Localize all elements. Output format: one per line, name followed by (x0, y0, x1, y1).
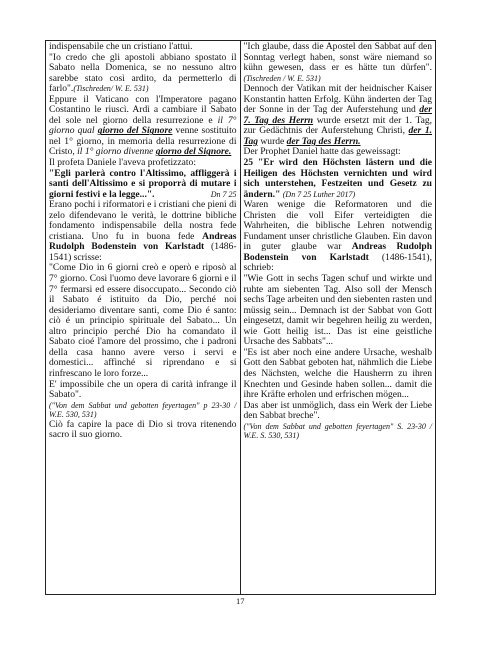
text-span: venne sostituito nel 1° giorno, in memoria della resurrezione di Cristo, (49, 125, 237, 158)
text-span: Eppure il Vaticano con l'Imperatore pagano Costantino le riuscì. Ardì a cambiare il Sabato del sole nel giorno della resurrezione e (49, 93, 237, 126)
quote-paragraph (244, 42, 433, 84)
paragraph: Der Prophet Daniel hatte das geweissagt: (243, 146, 401, 158)
source-citation: ("Von dem Sabbat und gebotten feyertagen" p 23-30 / W.E. 530, 531) (49, 400, 237, 420)
text-span: Erano pochi i riformatori e i cristiani che pieni di zelo difendevano le verità, le dottrine bibliche fondamento indispensabile della nostra fede cristiana. Uno fu in buona fede (49, 199, 237, 242)
text-span: wurde ersetzt mit der 1. Tag, zur Gedächtnis der Auferstehung Christi, (243, 114, 433, 137)
source-citation: Dn 7 25 (210, 189, 237, 199)
text-span: wurde (258, 135, 287, 147)
quote-paragraph: "Come Dio in 6 giorni creò e operò e riposò al 7° giorno. Così l'uomo deve lavorare 6 giorni e il 7° fermarsi ed essere disoccupato... Secondo ciò il Sabato é istituito da Dio, perché noi desideriamo diventare santi, come Dio é santo: ciò é un principio spirituale del Sabato... Un altro principio perché Dio ha comandato il Sabato cioé l'amore del prossimo, che i padroni della casa hanno avere verso i servi e domestici... affinché si riprendano e si rinfrescano le loro forze... (49, 262, 237, 379)
emphasis-text: der 1. Tag (243, 125, 432, 147)
quote-text: "Egli parlerà contro l'Altissimo, affliggerà i santi dell'Altissimo e si proporrà di mutare i giorni festivi e la legge...". (49, 167, 237, 200)
paragraph (49, 200, 237, 263)
bible-quote (244, 158, 433, 200)
quote-paragraph: "Es ist aber noch eine andere Ursache, weshalb Gott den Sabbat geboten hat, nähmlich die Liebe des Nächsten, welche die Hausherrn zu ihren Knechten und Gesinde haben sollen... damit die ihre Kräfte erholen und erfrischen mögen... (243, 346, 432, 401)
emphasis-text: der 7. Tag des Herrn (243, 104, 432, 126)
two-column-page (45, 40, 436, 595)
text-span: (1486-1541) scrisse: (49, 241, 237, 263)
quote-paragraph: Das aber ist unmöglich, dass ein Werk der Liebe den Sabbat breche". (243, 399, 432, 422)
text-span: Dennoch der Vatikan mit der heidnischer Kaiser Konstantin hatten Erfolg. Kühn änderten der Tag der Sonne in der Tag der Auferstehung und (243, 83, 432, 116)
text-span: (1486-1541), schrieb: (243, 251, 432, 274)
german-column (241, 41, 436, 594)
paragraph: Il profeta Daniele l'aveva profetizzato: (49, 157, 196, 169)
bible-quote (49, 169, 237, 201)
quote-text: "Io credo che gli apostoli abbiano spostato il Sabato nella Domenica, se no nessuno altro sarebbe stato così ardito, da permetterlo di farlo". (49, 51, 237, 95)
quote-paragraph: "Wie Gott in sechs Tagen schuf und wirkte und ruhte am siebenten Tag. Also soll der Mensch sechs Tage arbeiten und den siebenten rasten und müssig sein... Demnach ist der Sabbat von Gott eingesetzt, damit wir begehren heilig zu werden, wie Gott heilig ist... Das ist eine geistliche Ursache des Sabbats"... (243, 273, 432, 348)
emphasis-text: giorno del Signore (97, 125, 173, 137)
text-span: Waren wenige die Reformatoren und die Christen die voll Eifer verteidigten die Wahrheiten, die biblische Lehren notwendig Fundament unser christliche Glauben. Ein davon in guter glaube war (243, 199, 432, 253)
quote-text: 25 "Er wird den Höchsten lästern und die Heiligen des Höchsten vernichten und wird sich unterstehen, Festzeiten und Gesetz zu ändern." (243, 157, 432, 200)
paragraph (244, 84, 433, 147)
emphasis-text: il 1° giorno divenne (77, 146, 154, 158)
paragraph (244, 200, 433, 274)
page-number: 17 (236, 596, 245, 606)
author-name: Andreas Rudolph Bodenstein von Karlstadt (49, 230, 237, 253)
quote-text: "Ich glaube, dass die Apostel den Sabbat auf den Sonntag verlegt haben, sonst wäre niemand so kühn gewesen, dass er es hätte tun dürfen". (243, 41, 432, 74)
source-citation: (Tischreden / W. E. 531) (243, 73, 321, 83)
quote-paragraph: E' impossibile che un opera di carità infrange il Sabato". (49, 378, 237, 401)
paragraph (49, 95, 237, 158)
emphasis-text: der Tag des Herrn. (286, 135, 361, 147)
author-name: Andreas Rudolph Bodenstein von Karlstadt (243, 241, 433, 263)
italian-column (46, 41, 241, 594)
paragraph: Ciò fa capire la pace di Dio si trova ritenendo sacro il suo giorno. (49, 418, 237, 441)
emphasis-text: giorno del Signore. (155, 146, 232, 158)
paragraph: indispensabile che un cristiano l'attui. (49, 41, 193, 52)
source-citation: ("Von dem Sabbat und gebotten feyertagen" S. 23-30 / W.E. S. 530, 531) (243, 421, 432, 441)
source-citation: (Dn 7 25 Luther 2017) (282, 189, 356, 199)
quote-paragraph (49, 53, 237, 95)
source-citation: (Tischreden/ W. E. 531) (73, 84, 149, 94)
emphasis-text: il 7° giorno qual (49, 114, 237, 137)
